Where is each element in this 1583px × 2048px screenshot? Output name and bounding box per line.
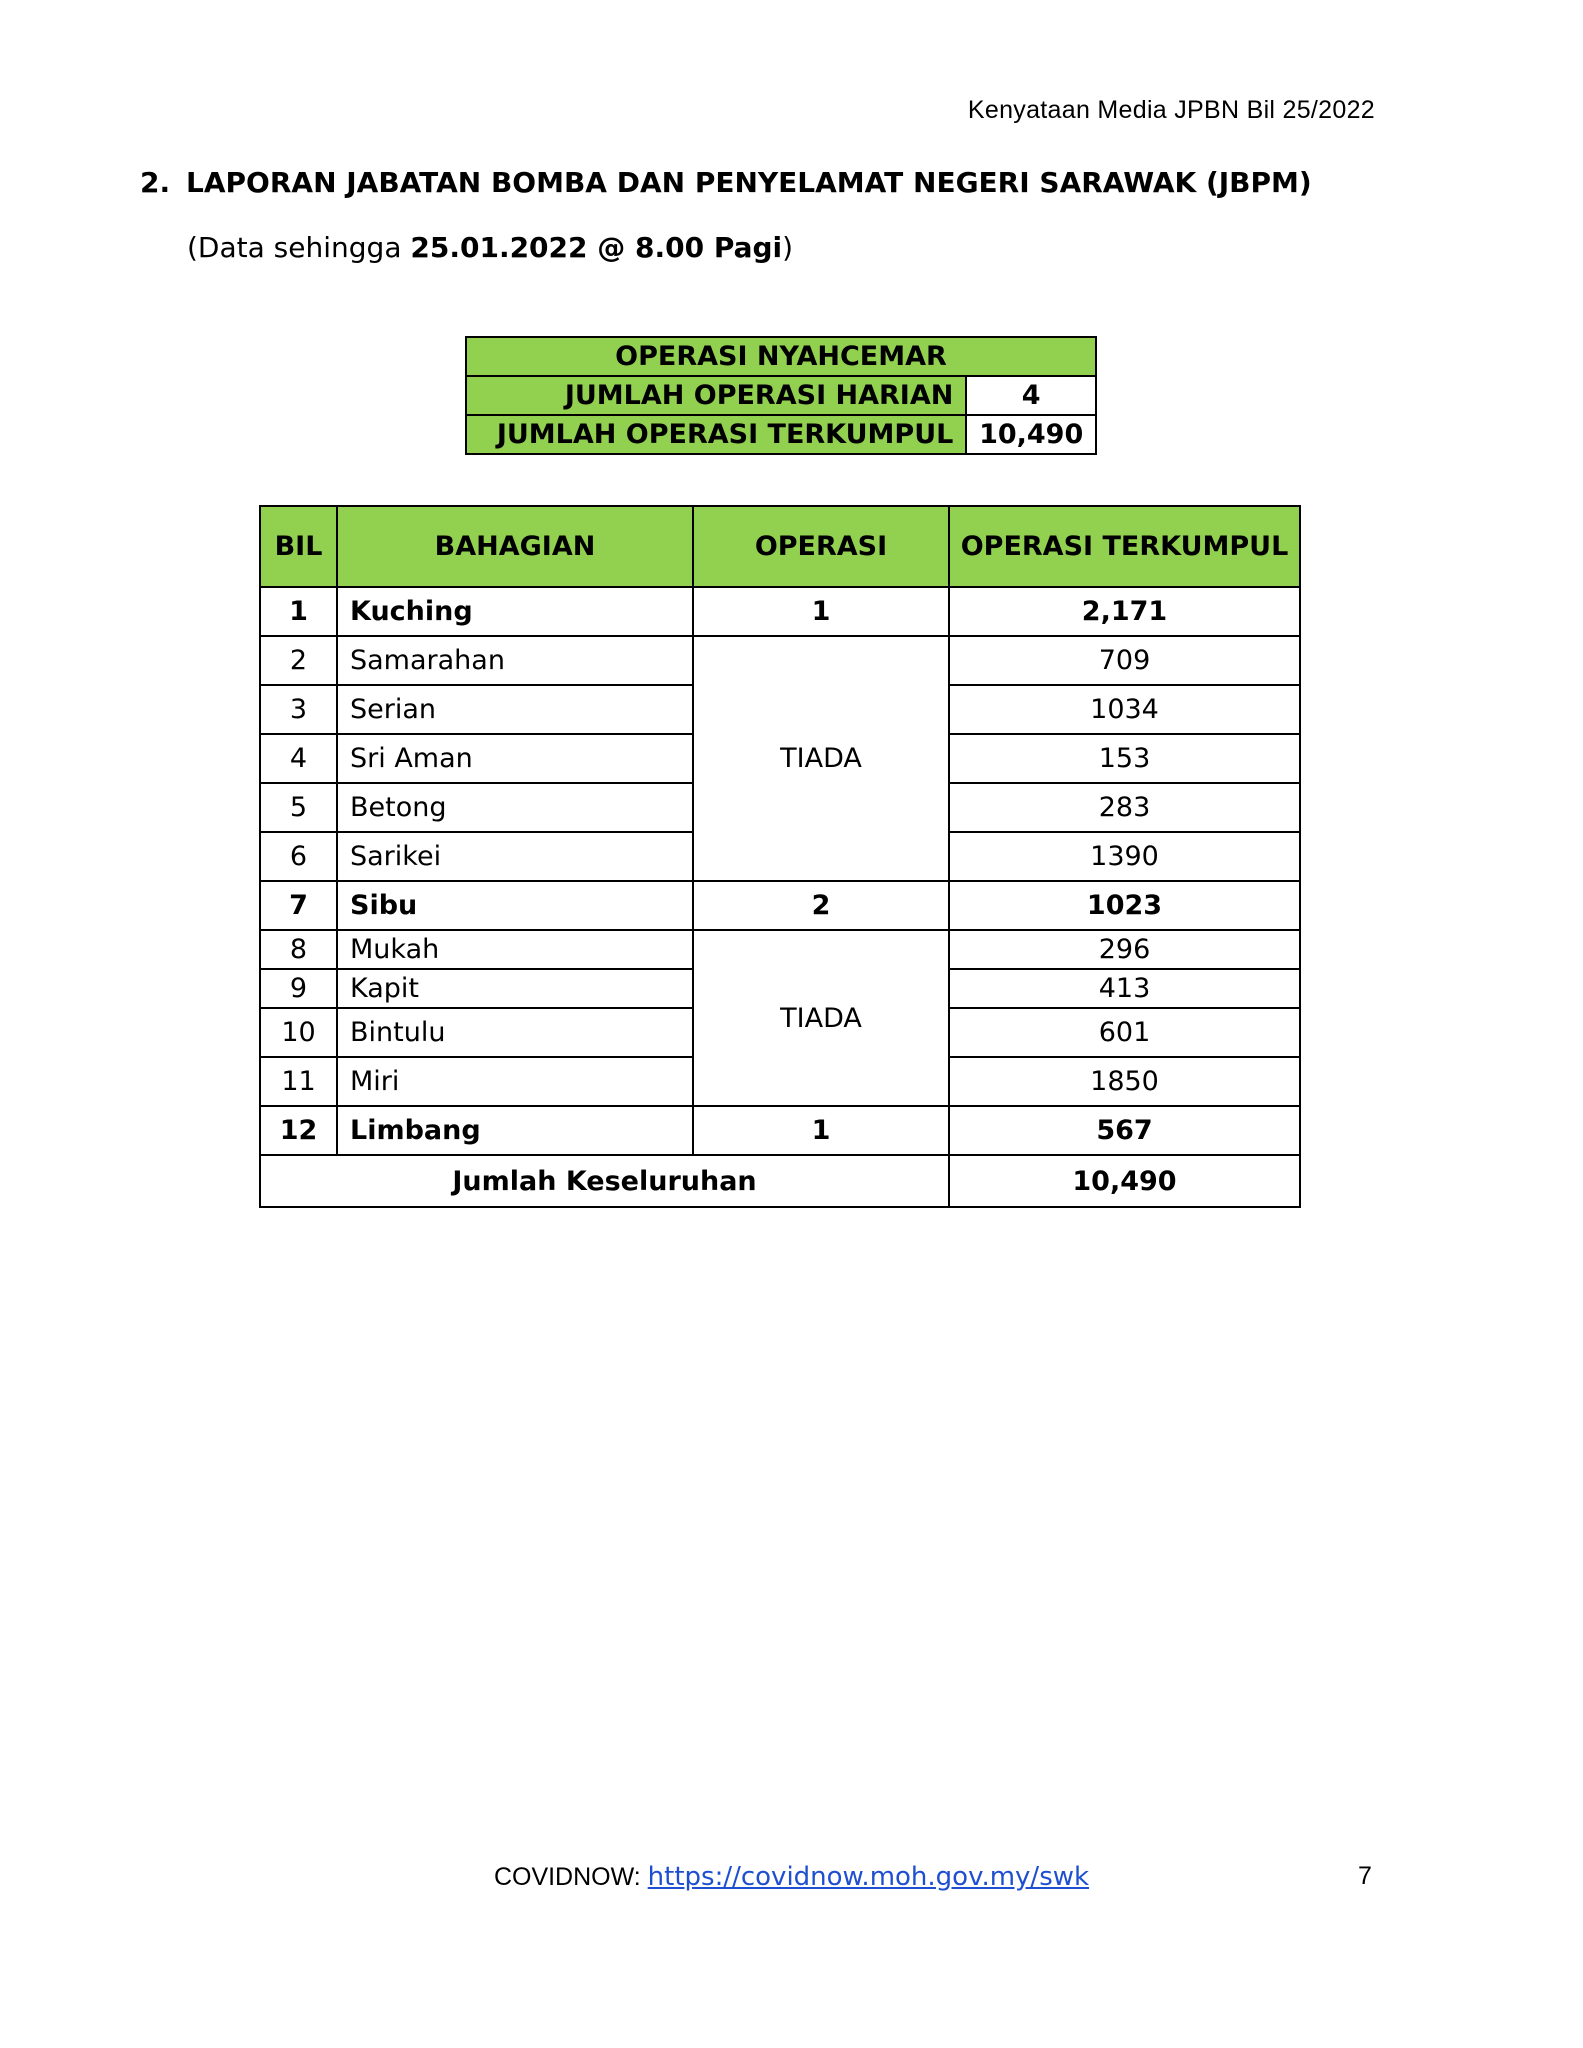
subtitle-suffix: ) bbox=[782, 231, 794, 264]
row-operasi: 1 bbox=[693, 1106, 949, 1155]
row-bahagian: Serian bbox=[337, 685, 693, 734]
row-operasi: 2 bbox=[693, 881, 949, 930]
page-number: 7 bbox=[1358, 1862, 1372, 1890]
total-row bbox=[260, 1155, 1300, 1207]
row-terkumpul: 1850 bbox=[949, 1057, 1300, 1106]
row-bahagian: Sibu bbox=[337, 881, 693, 930]
row-bil: 12 bbox=[260, 1106, 337, 1155]
row-bil: 10 bbox=[260, 1008, 337, 1057]
summary-title: OPERASI NYAHCEMAR bbox=[466, 337, 1096, 376]
row-bil: 4 bbox=[260, 734, 337, 783]
section-heading bbox=[140, 166, 1312, 199]
row-terkumpul: 283 bbox=[949, 783, 1300, 832]
header-operasi-terkumpul: OPERASI TERKUMPUL bbox=[949, 506, 1300, 587]
row-terkumpul: 296 bbox=[949, 930, 1300, 969]
footer-label: COVIDNOW: bbox=[493, 1863, 648, 1891]
footer bbox=[0, 1862, 1583, 1892]
division-operations-table bbox=[259, 505, 1301, 1208]
table-row bbox=[260, 881, 1300, 930]
row-terkumpul: 709 bbox=[949, 636, 1300, 685]
row-terkumpul: 1034 bbox=[949, 685, 1300, 734]
row-terkumpul: 153 bbox=[949, 734, 1300, 783]
total-label: Jumlah Keseluruhan bbox=[260, 1155, 949, 1207]
row-terkumpul: 2,171 bbox=[949, 587, 1300, 636]
table-header-row bbox=[260, 506, 1300, 587]
row-bahagian: Kapit bbox=[337, 969, 693, 1008]
row-bahagian: Limbang bbox=[337, 1106, 693, 1155]
row-bil: 11 bbox=[260, 1057, 337, 1106]
table-row bbox=[260, 930, 1300, 969]
row-bil: 6 bbox=[260, 832, 337, 881]
row-bahagian: Mukah bbox=[337, 930, 693, 969]
header-bil: BIL bbox=[260, 506, 337, 587]
row-bil: 2 bbox=[260, 636, 337, 685]
section-number: 2. bbox=[140, 166, 171, 199]
row-bil: 8 bbox=[260, 930, 337, 969]
header-operasi: OPERASI bbox=[693, 506, 949, 587]
row-terkumpul: 1390 bbox=[949, 832, 1300, 881]
row-bil: 7 bbox=[260, 881, 337, 930]
row-bahagian: Bintulu bbox=[337, 1008, 693, 1057]
row-bahagian: Sri Aman bbox=[337, 734, 693, 783]
row-terkumpul: 1023 bbox=[949, 881, 1300, 930]
row-operasi-merged: TIADA bbox=[693, 636, 949, 881]
row-bil: 9 bbox=[260, 969, 337, 1008]
table-row bbox=[260, 636, 1300, 685]
row-bahagian: Miri bbox=[337, 1057, 693, 1106]
data-date-note bbox=[187, 231, 793, 264]
row-bahagian: Samarahan bbox=[337, 636, 693, 685]
row-bil: 1 bbox=[260, 587, 337, 636]
daily-operations-value: 4 bbox=[966, 376, 1096, 415]
row-bahagian: Sarikei bbox=[337, 832, 693, 881]
row-operasi: 1 bbox=[693, 587, 949, 636]
row-operasi-merged: TIADA bbox=[693, 930, 949, 1106]
subtitle-date: 25.01.2022 @ 8.00 Pagi bbox=[410, 231, 783, 264]
section-title: LAPORAN JABATAN BOMBA DAN PENYELAMAT NEGERI SARAWAK (JBPM) bbox=[186, 166, 1312, 199]
covidnow-link[interactable]: https://covidnow.moh.gov.my/swk bbox=[647, 1862, 1090, 1892]
document-reference: Kenyataan Media JPBN Bil 25/2022 bbox=[967, 96, 1375, 124]
row-terkumpul: 567 bbox=[949, 1106, 1300, 1155]
table-row bbox=[260, 587, 1300, 636]
row-bil: 3 bbox=[260, 685, 337, 734]
header-bahagian: BAHAGIAN bbox=[337, 506, 693, 587]
daily-operations-label: JUMLAH OPERASI HARIAN bbox=[466, 376, 966, 415]
row-bil: 5 bbox=[260, 783, 337, 832]
row-bahagian: Kuching bbox=[337, 587, 693, 636]
cumulative-operations-label: JUMLAH OPERASI TERKUMPUL bbox=[466, 415, 966, 454]
summary-table bbox=[465, 336, 1097, 455]
row-bahagian: Betong bbox=[337, 783, 693, 832]
subtitle-prefix: (Data sehingga bbox=[187, 231, 411, 264]
cumulative-operations-value: 10,490 bbox=[966, 415, 1096, 454]
row-terkumpul: 413 bbox=[949, 969, 1300, 1008]
row-terkumpul: 601 bbox=[949, 1008, 1300, 1057]
table-row bbox=[260, 1106, 1300, 1155]
total-value: 10,490 bbox=[949, 1155, 1300, 1207]
